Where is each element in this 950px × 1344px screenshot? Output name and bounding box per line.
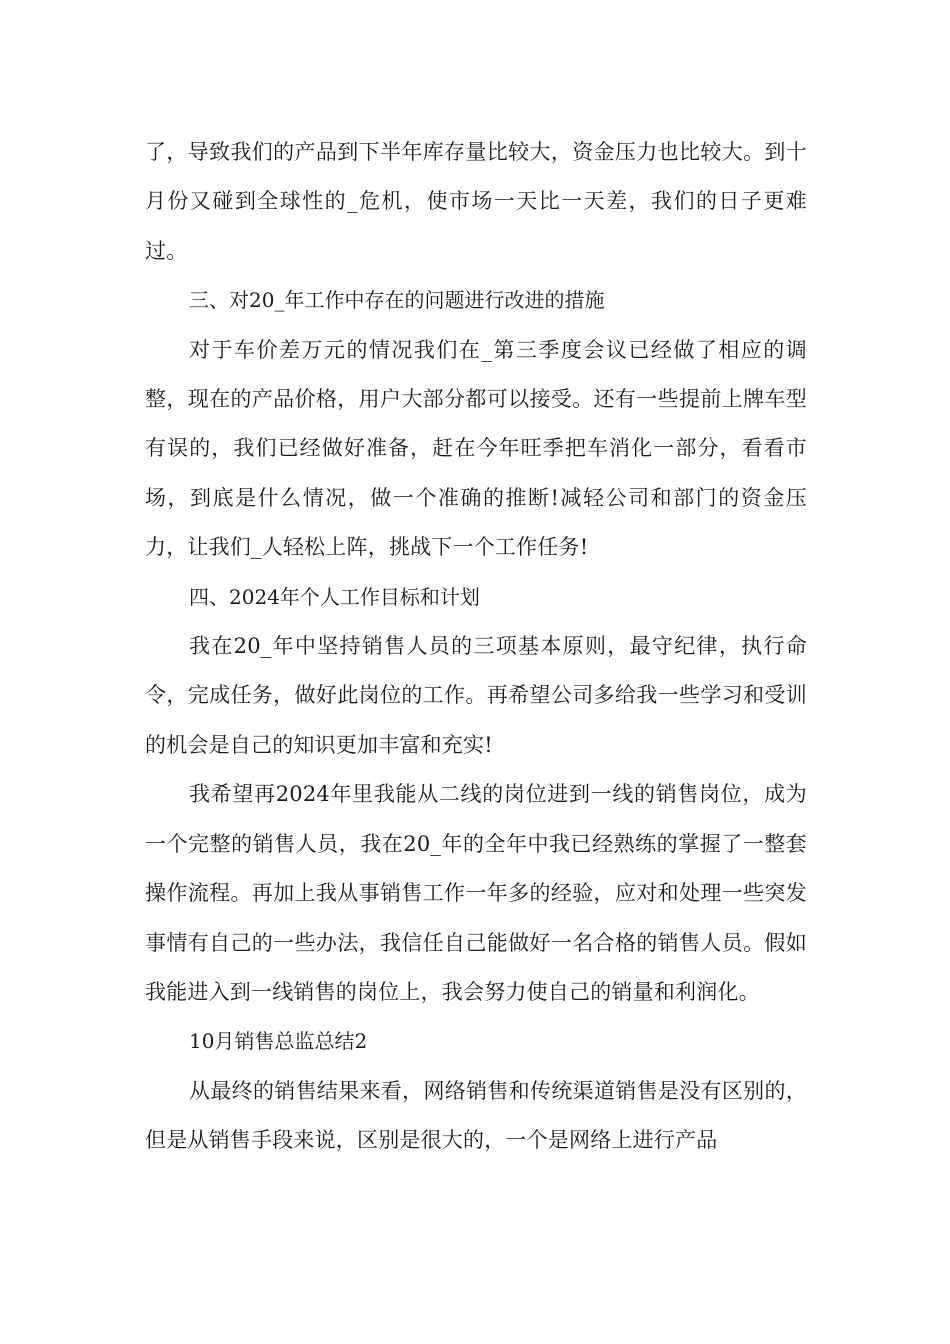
body-paragraph: 从最终的销售结果来看，网络销售和传统渠道销售是没有区别的，但是从销售手段来说，区别是很大的，一个是网络上进行产品 [145, 1078, 807, 1153]
body-paragraph: 对于车价差万元的情况我们在_第三季度会议已经做了相应的调整，现在的产品价格，用户大部分都可以接受。还有一些提前上牌车型有误的，我们已经做好准备，赶在今年旺季把车消化一部分，看看市场，到底是什么情况，做一个准确的推断!减轻公司和部门的资金压力，让我们_人轻松上阵，挑战下一个工作任务! [145, 337, 807, 560]
section-heading: 10月销售总监总结2 [189, 1029, 368, 1054]
section-heading: 四、2024年个人工作目标和计划 [189, 584, 480, 609]
body-paragraph: 我在20_年中坚持销售人员的三项基本原则，最守纪律，执行命令，完成任务，做好此岗位的工作。再希望公司多给我一些学习和受训的机会是自己的知识更加丰富和充实! [145, 634, 807, 757]
document-body [145, 128, 807, 1166]
body-paragraph: 我希望再2024年里我能从二线的岗位进到一线的销售岗位，成为一个完整的销售人员，我在20_年的全年中我已经熟练的掌握了一整套操作流程。再加上我从事销售工作一年多的经验，应对和处理一些突发事情有自己的一些办法，我信任自己能做好一名合格的销售人员。假如我能进入到一线销售的岗位上，我会努力使自己的销量和利润化。 [145, 782, 807, 1004]
section-heading: 三、对20_年工作中存在的问题进行改进的措施 [189, 288, 605, 313]
body-paragraph: 了，导致我们的产品到下半年库存量比较大，资金压力也比较大。到十月份又碰到全球性的_危机，使市场一天比一天差，我们的日子更难过。 [145, 140, 807, 263]
